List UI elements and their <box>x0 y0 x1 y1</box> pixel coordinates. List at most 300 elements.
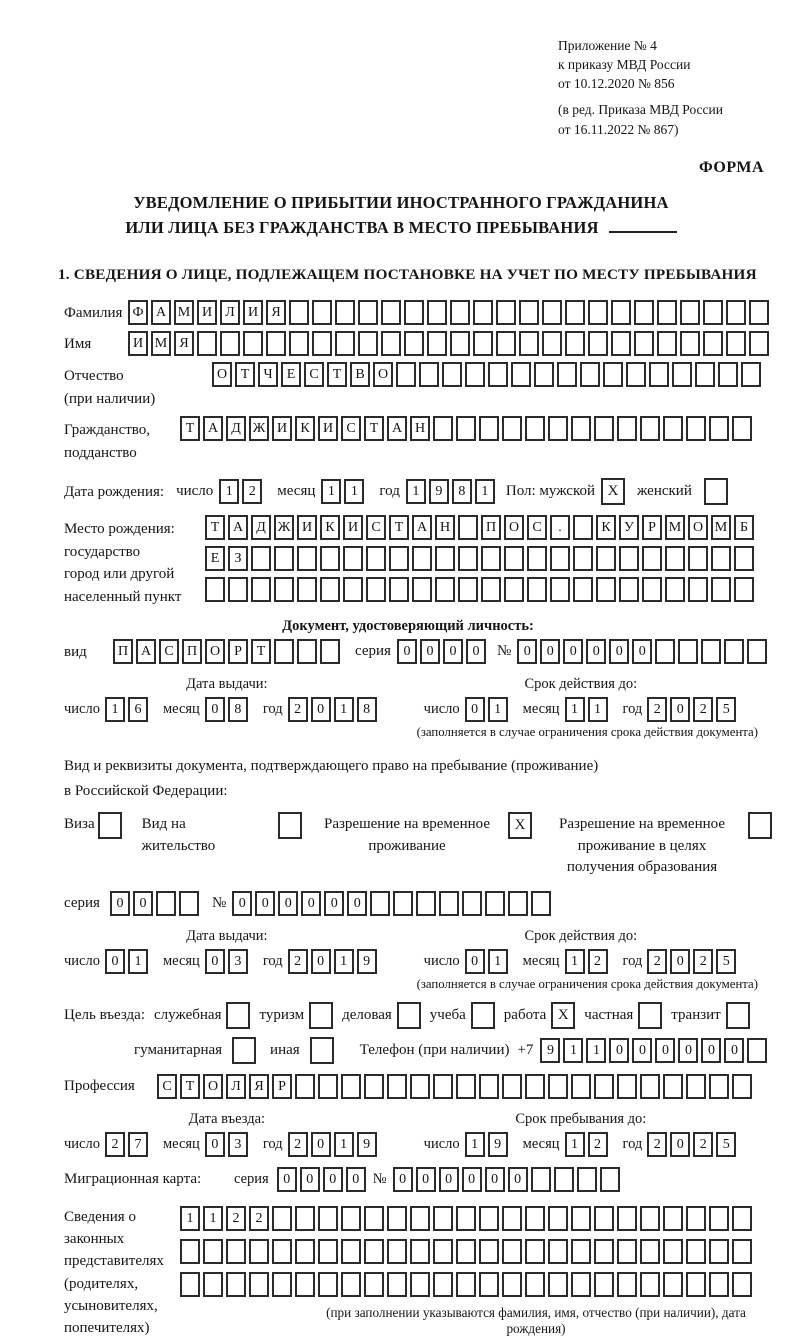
char-cell[interactable]: 0 <box>420 639 440 664</box>
char-cell[interactable] <box>485 891 505 916</box>
char-cell[interactable]: 0 <box>632 639 652 664</box>
char-cell[interactable]: Е <box>205 546 225 571</box>
char-cell[interactable]: 1 <box>488 697 508 722</box>
char-cell[interactable]: 6 <box>128 697 148 722</box>
checkbox-male[interactable]: X <box>601 478 625 505</box>
char-cell[interactable] <box>749 300 769 325</box>
char-cell[interactable]: 0 <box>655 1038 675 1063</box>
char-cell[interactable] <box>525 1272 545 1297</box>
char-cell[interactable] <box>594 1074 614 1099</box>
char-cell[interactable]: С <box>304 362 324 387</box>
char-cell[interactable] <box>655 639 675 664</box>
char-cell[interactable]: 2 <box>693 697 713 722</box>
char-cell[interactable] <box>711 577 731 602</box>
char-cell[interactable] <box>657 300 677 325</box>
char-cell[interactable] <box>456 1074 476 1099</box>
char-cell[interactable] <box>179 891 199 916</box>
char-cell[interactable] <box>318 1206 338 1231</box>
char-cell[interactable] <box>703 300 723 325</box>
char-cell[interactable]: 2 <box>242 479 262 504</box>
char-cell[interactable] <box>531 891 551 916</box>
char-cell[interactable] <box>396 362 416 387</box>
char-cell[interactable]: 0 <box>563 639 583 664</box>
char-cell[interactable] <box>663 1272 683 1297</box>
char-cell[interactable]: И <box>243 300 263 325</box>
char-cell[interactable] <box>525 1074 545 1099</box>
char-cell[interactable] <box>318 1239 338 1264</box>
char-cell[interactable] <box>502 1206 522 1231</box>
char-cell[interactable]: 1 <box>334 1132 354 1157</box>
char-cell[interactable]: О <box>504 515 524 540</box>
char-cell[interactable] <box>251 577 271 602</box>
char-cell[interactable]: 1 <box>128 949 148 974</box>
char-cell[interactable] <box>479 416 499 441</box>
char-cell[interactable] <box>435 546 455 571</box>
char-cell[interactable] <box>226 1272 246 1297</box>
char-cell[interactable]: 0 <box>205 1132 225 1157</box>
char-cell[interactable] <box>732 1239 752 1264</box>
char-cell[interactable]: 0 <box>724 1038 744 1063</box>
char-cell[interactable]: 0 <box>701 1038 721 1063</box>
char-cell[interactable] <box>565 300 585 325</box>
char-cell[interactable]: 1 <box>334 697 354 722</box>
char-cell[interactable] <box>456 1206 476 1231</box>
char-cell[interactable] <box>709 1239 729 1264</box>
char-cell[interactable] <box>341 1239 361 1264</box>
char-cell[interactable]: 9 <box>488 1132 508 1157</box>
char-cell[interactable] <box>456 1239 476 1264</box>
char-cell[interactable] <box>450 331 470 356</box>
checkbox-temporary-residence-education[interactable] <box>748 812 772 839</box>
char-cell[interactable]: 0 <box>443 639 463 664</box>
char-cell[interactable] <box>343 577 363 602</box>
char-cell[interactable]: 0 <box>347 891 367 916</box>
char-cell[interactable] <box>410 1272 430 1297</box>
char-cell[interactable] <box>203 1272 223 1297</box>
char-cell[interactable] <box>458 515 478 540</box>
char-cell[interactable]: 5 <box>716 1132 736 1157</box>
char-cell[interactable] <box>732 1206 752 1231</box>
char-cell[interactable] <box>473 300 493 325</box>
char-cell[interactable] <box>226 1239 246 1264</box>
char-cell[interactable] <box>450 300 470 325</box>
char-cell[interactable] <box>709 416 729 441</box>
char-cell[interactable]: 1 <box>321 479 341 504</box>
char-cell[interactable] <box>442 362 462 387</box>
char-cell[interactable] <box>502 1074 522 1099</box>
char-cell[interactable] <box>709 1272 729 1297</box>
char-cell[interactable] <box>251 546 271 571</box>
char-cell[interactable] <box>473 331 493 356</box>
checkbox-temporary-residence[interactable]: X <box>508 812 532 839</box>
char-cell[interactable]: Т <box>180 416 200 441</box>
char-cell[interactable] <box>695 362 715 387</box>
char-cell[interactable] <box>458 546 478 571</box>
char-cell[interactable] <box>481 546 501 571</box>
char-cell[interactable]: 2 <box>249 1206 269 1231</box>
char-cell[interactable] <box>527 577 547 602</box>
char-cell[interactable]: 0 <box>508 1167 528 1192</box>
checkbox-purpose-study[interactable] <box>471 1002 495 1029</box>
char-cell[interactable]: П <box>182 639 202 664</box>
char-cell[interactable] <box>640 1272 660 1297</box>
char-cell[interactable]: 1 <box>563 1038 583 1063</box>
char-cell[interactable] <box>634 331 654 356</box>
char-cell[interactable] <box>709 1206 729 1231</box>
char-cell[interactable] <box>433 1074 453 1099</box>
char-cell[interactable]: Я <box>266 300 286 325</box>
checkbox-purpose-other[interactable] <box>310 1037 334 1064</box>
char-cell[interactable] <box>243 331 263 356</box>
char-cell[interactable]: 1 <box>488 949 508 974</box>
char-cell[interactable] <box>548 1239 568 1264</box>
char-cell[interactable] <box>272 1239 292 1264</box>
char-cell[interactable]: 1 <box>565 697 585 722</box>
char-cell[interactable]: Р <box>228 639 248 664</box>
char-cell[interactable]: 2 <box>647 1132 667 1157</box>
char-cell[interactable] <box>594 1206 614 1231</box>
char-cell[interactable]: М <box>711 515 731 540</box>
char-cell[interactable] <box>686 1206 706 1231</box>
char-cell[interactable]: Д <box>251 515 271 540</box>
char-cell[interactable] <box>588 300 608 325</box>
char-cell[interactable] <box>404 300 424 325</box>
char-cell[interactable] <box>488 362 508 387</box>
char-cell[interactable]: И <box>128 331 148 356</box>
char-cell[interactable] <box>366 577 386 602</box>
char-cell[interactable] <box>289 331 309 356</box>
char-cell[interactable] <box>617 1206 637 1231</box>
char-cell[interactable] <box>364 1272 384 1297</box>
char-cell[interactable] <box>734 577 754 602</box>
char-cell[interactable] <box>747 1038 767 1063</box>
char-cell[interactable] <box>680 300 700 325</box>
char-cell[interactable]: Л <box>226 1074 246 1099</box>
char-cell[interactable] <box>335 331 355 356</box>
checkbox-purpose-transit[interactable] <box>726 1002 750 1029</box>
char-cell[interactable] <box>617 416 637 441</box>
char-cell[interactable]: 1 <box>105 697 125 722</box>
char-cell[interactable]: 0 <box>465 949 485 974</box>
char-cell[interactable] <box>663 1074 683 1099</box>
char-cell[interactable]: Л <box>220 300 240 325</box>
char-cell[interactable] <box>295 1272 315 1297</box>
char-cell[interactable] <box>596 577 616 602</box>
char-cell[interactable]: Б <box>734 515 754 540</box>
char-cell[interactable]: С <box>366 515 386 540</box>
char-cell[interactable]: 1 <box>180 1206 200 1231</box>
char-cell[interactable] <box>272 1272 292 1297</box>
char-cell[interactable] <box>734 546 754 571</box>
char-cell[interactable] <box>649 362 669 387</box>
char-cell[interactable]: 0 <box>678 1038 698 1063</box>
char-cell[interactable]: 9 <box>540 1038 560 1063</box>
char-cell[interactable] <box>387 1239 407 1264</box>
char-cell[interactable] <box>640 1206 660 1231</box>
char-cell[interactable] <box>410 1206 430 1231</box>
char-cell[interactable]: 0 <box>465 697 485 722</box>
char-cell[interactable]: Н <box>410 416 430 441</box>
char-cell[interactable] <box>594 416 614 441</box>
char-cell[interactable]: 9 <box>357 949 377 974</box>
char-cell[interactable]: А <box>387 416 407 441</box>
char-cell[interactable] <box>557 362 577 387</box>
char-cell[interactable]: Т <box>205 515 225 540</box>
char-cell[interactable]: 0 <box>110 891 130 916</box>
char-cell[interactable]: 0 <box>485 1167 505 1192</box>
char-cell[interactable]: А <box>203 416 223 441</box>
char-cell[interactable] <box>295 1206 315 1231</box>
char-cell[interactable] <box>496 300 516 325</box>
char-cell[interactable] <box>312 331 332 356</box>
char-cell[interactable] <box>732 1272 752 1297</box>
char-cell[interactable] <box>462 891 482 916</box>
char-cell[interactable]: У <box>619 515 639 540</box>
char-cell[interactable]: Р <box>272 1074 292 1099</box>
char-cell[interactable] <box>577 1167 597 1192</box>
char-cell[interactable] <box>502 1239 522 1264</box>
char-cell[interactable]: 9 <box>429 479 449 504</box>
char-cell[interactable] <box>318 1074 338 1099</box>
char-cell[interactable] <box>642 546 662 571</box>
char-cell[interactable] <box>370 891 390 916</box>
char-cell[interactable] <box>297 639 317 664</box>
checkbox-female[interactable] <box>704 478 728 505</box>
char-cell[interactable] <box>341 1272 361 1297</box>
char-cell[interactable]: 0 <box>397 639 417 664</box>
char-cell[interactable]: 0 <box>278 891 298 916</box>
char-cell[interactable] <box>381 331 401 356</box>
char-cell[interactable] <box>387 1074 407 1099</box>
char-cell[interactable]: Я <box>249 1074 269 1099</box>
char-cell[interactable]: 2 <box>105 1132 125 1157</box>
char-cell[interactable] <box>686 416 706 441</box>
char-cell[interactable]: 0 <box>311 949 331 974</box>
char-cell[interactable] <box>358 300 378 325</box>
char-cell[interactable] <box>640 416 660 441</box>
char-cell[interactable]: Р <box>642 515 662 540</box>
char-cell[interactable] <box>619 577 639 602</box>
char-cell[interactable]: Ж <box>249 416 269 441</box>
char-cell[interactable]: А <box>412 515 432 540</box>
char-cell[interactable] <box>665 577 685 602</box>
char-cell[interactable] <box>393 891 413 916</box>
char-cell[interactable] <box>619 546 639 571</box>
char-cell[interactable]: О <box>373 362 393 387</box>
char-cell[interactable] <box>427 300 447 325</box>
checkbox-purpose-humanitarian[interactable] <box>232 1037 256 1064</box>
char-cell[interactable]: 7 <box>128 1132 148 1157</box>
char-cell[interactable] <box>688 577 708 602</box>
char-cell[interactable] <box>680 331 700 356</box>
char-cell[interactable]: 0 <box>462 1167 482 1192</box>
char-cell[interactable]: К <box>320 515 340 540</box>
char-cell[interactable] <box>433 416 453 441</box>
char-cell[interactable] <box>366 546 386 571</box>
char-cell[interactable] <box>732 416 752 441</box>
char-cell[interactable] <box>439 891 459 916</box>
char-cell[interactable]: 1 <box>475 479 495 504</box>
char-cell[interactable] <box>205 577 225 602</box>
char-cell[interactable]: А <box>136 639 156 664</box>
char-cell[interactable] <box>672 362 692 387</box>
char-cell[interactable] <box>663 1206 683 1231</box>
char-cell[interactable] <box>433 1239 453 1264</box>
char-cell[interactable]: Н <box>435 515 455 540</box>
char-cell[interactable] <box>678 639 698 664</box>
char-cell[interactable] <box>548 416 568 441</box>
char-cell[interactable]: 0 <box>466 639 486 664</box>
char-cell[interactable]: 8 <box>452 479 472 504</box>
char-cell[interactable] <box>542 300 562 325</box>
char-cell[interactable]: С <box>527 515 547 540</box>
char-cell[interactable]: 0 <box>609 639 629 664</box>
char-cell[interactable] <box>249 1272 269 1297</box>
char-cell[interactable] <box>412 577 432 602</box>
char-cell[interactable]: 0 <box>300 1167 320 1192</box>
char-cell[interactable]: О <box>205 639 225 664</box>
char-cell[interactable]: 2 <box>693 949 713 974</box>
char-cell[interactable] <box>156 891 176 916</box>
char-cell[interactable] <box>686 1074 706 1099</box>
char-cell[interactable]: 2 <box>647 697 667 722</box>
char-cell[interactable] <box>732 1074 752 1099</box>
char-cell[interactable]: 8 <box>357 697 377 722</box>
char-cell[interactable] <box>634 300 654 325</box>
char-cell[interactable]: 0 <box>205 949 225 974</box>
char-cell[interactable]: 0 <box>301 891 321 916</box>
char-cell[interactable]: И <box>318 416 338 441</box>
char-cell[interactable] <box>573 577 593 602</box>
checkbox-visa[interactable] <box>98 812 122 839</box>
char-cell[interactable] <box>741 362 761 387</box>
char-cell[interactable] <box>481 577 501 602</box>
char-cell[interactable] <box>565 331 585 356</box>
char-cell[interactable] <box>548 1206 568 1231</box>
char-cell[interactable] <box>197 331 217 356</box>
char-cell[interactable]: Я <box>174 331 194 356</box>
char-cell[interactable] <box>358 331 378 356</box>
char-cell[interactable]: И <box>272 416 292 441</box>
char-cell[interactable] <box>724 639 744 664</box>
char-cell[interactable] <box>573 546 593 571</box>
char-cell[interactable] <box>642 577 662 602</box>
char-cell[interactable]: 2 <box>288 949 308 974</box>
char-cell[interactable]: 0 <box>586 639 606 664</box>
char-cell[interactable] <box>364 1239 384 1264</box>
char-cell[interactable] <box>479 1206 499 1231</box>
char-cell[interactable] <box>456 1272 476 1297</box>
char-cell[interactable]: С <box>341 416 361 441</box>
char-cell[interactable] <box>617 1272 637 1297</box>
char-cell[interactable] <box>571 1074 591 1099</box>
char-cell[interactable] <box>341 1074 361 1099</box>
char-cell[interactable] <box>180 1272 200 1297</box>
char-cell[interactable] <box>611 331 631 356</box>
char-cell[interactable] <box>519 300 539 325</box>
char-cell[interactable] <box>550 546 570 571</box>
char-cell[interactable] <box>220 331 240 356</box>
char-cell[interactable] <box>410 1074 430 1099</box>
char-cell[interactable] <box>297 546 317 571</box>
char-cell[interactable]: 3 <box>228 1132 248 1157</box>
char-cell[interactable]: С <box>159 639 179 664</box>
char-cell[interactable] <box>502 1272 522 1297</box>
char-cell[interactable] <box>458 577 478 602</box>
char-cell[interactable] <box>525 1239 545 1264</box>
char-cell[interactable] <box>548 1074 568 1099</box>
char-cell[interactable] <box>596 546 616 571</box>
char-cell[interactable]: А <box>228 515 248 540</box>
char-cell[interactable]: 5 <box>716 949 736 974</box>
char-cell[interactable] <box>479 1074 499 1099</box>
char-cell[interactable] <box>320 546 340 571</box>
char-cell[interactable]: П <box>481 515 501 540</box>
char-cell[interactable] <box>525 416 545 441</box>
char-cell[interactable]: 0 <box>311 697 331 722</box>
char-cell[interactable] <box>571 1206 591 1231</box>
char-cell[interactable] <box>534 362 554 387</box>
char-cell[interactable]: 0 <box>324 891 344 916</box>
char-cell[interactable] <box>548 1272 568 1297</box>
char-cell[interactable] <box>511 362 531 387</box>
char-cell[interactable] <box>550 577 570 602</box>
char-cell[interactable] <box>519 331 539 356</box>
char-cell[interactable] <box>573 515 593 540</box>
char-cell[interactable]: 1 <box>219 479 239 504</box>
char-cell[interactable] <box>274 639 294 664</box>
char-cell[interactable]: И <box>297 515 317 540</box>
char-cell[interactable] <box>600 1167 620 1192</box>
char-cell[interactable] <box>611 300 631 325</box>
char-cell[interactable]: 0 <box>670 1132 690 1157</box>
char-cell[interactable] <box>504 546 524 571</box>
char-cell[interactable]: 2 <box>288 1132 308 1157</box>
checkbox-purpose-official[interactable] <box>226 1002 250 1029</box>
char-cell[interactable]: 0 <box>346 1167 366 1192</box>
char-cell[interactable]: Т <box>389 515 409 540</box>
char-cell[interactable] <box>588 331 608 356</box>
char-cell[interactable] <box>312 300 332 325</box>
char-cell[interactable] <box>404 331 424 356</box>
char-cell[interactable]: 2 <box>647 949 667 974</box>
char-cell[interactable]: Ч <box>258 362 278 387</box>
char-cell[interactable] <box>703 331 723 356</box>
char-cell[interactable] <box>594 1239 614 1264</box>
char-cell[interactable] <box>289 300 309 325</box>
char-cell[interactable]: 8 <box>228 697 248 722</box>
char-cell[interactable]: О <box>203 1074 223 1099</box>
char-cell[interactable] <box>419 362 439 387</box>
char-cell[interactable]: 1 <box>565 949 585 974</box>
char-cell[interactable] <box>688 546 708 571</box>
char-cell[interactable] <box>320 577 340 602</box>
char-cell[interactable] <box>410 1239 430 1264</box>
checkbox-purpose-business[interactable] <box>397 1002 421 1029</box>
char-cell[interactable]: Т <box>235 362 255 387</box>
char-cell[interactable] <box>640 1074 660 1099</box>
char-cell[interactable] <box>726 300 746 325</box>
checkbox-purpose-private[interactable] <box>638 1002 662 1029</box>
char-cell[interactable] <box>389 577 409 602</box>
char-cell[interactable]: Ф <box>128 300 148 325</box>
char-cell[interactable] <box>343 546 363 571</box>
char-cell[interactable] <box>617 1074 637 1099</box>
char-cell[interactable] <box>479 1239 499 1264</box>
char-cell[interactable] <box>272 1206 292 1231</box>
char-cell[interactable]: 0 <box>277 1167 297 1192</box>
char-cell[interactable]: 1 <box>465 1132 485 1157</box>
